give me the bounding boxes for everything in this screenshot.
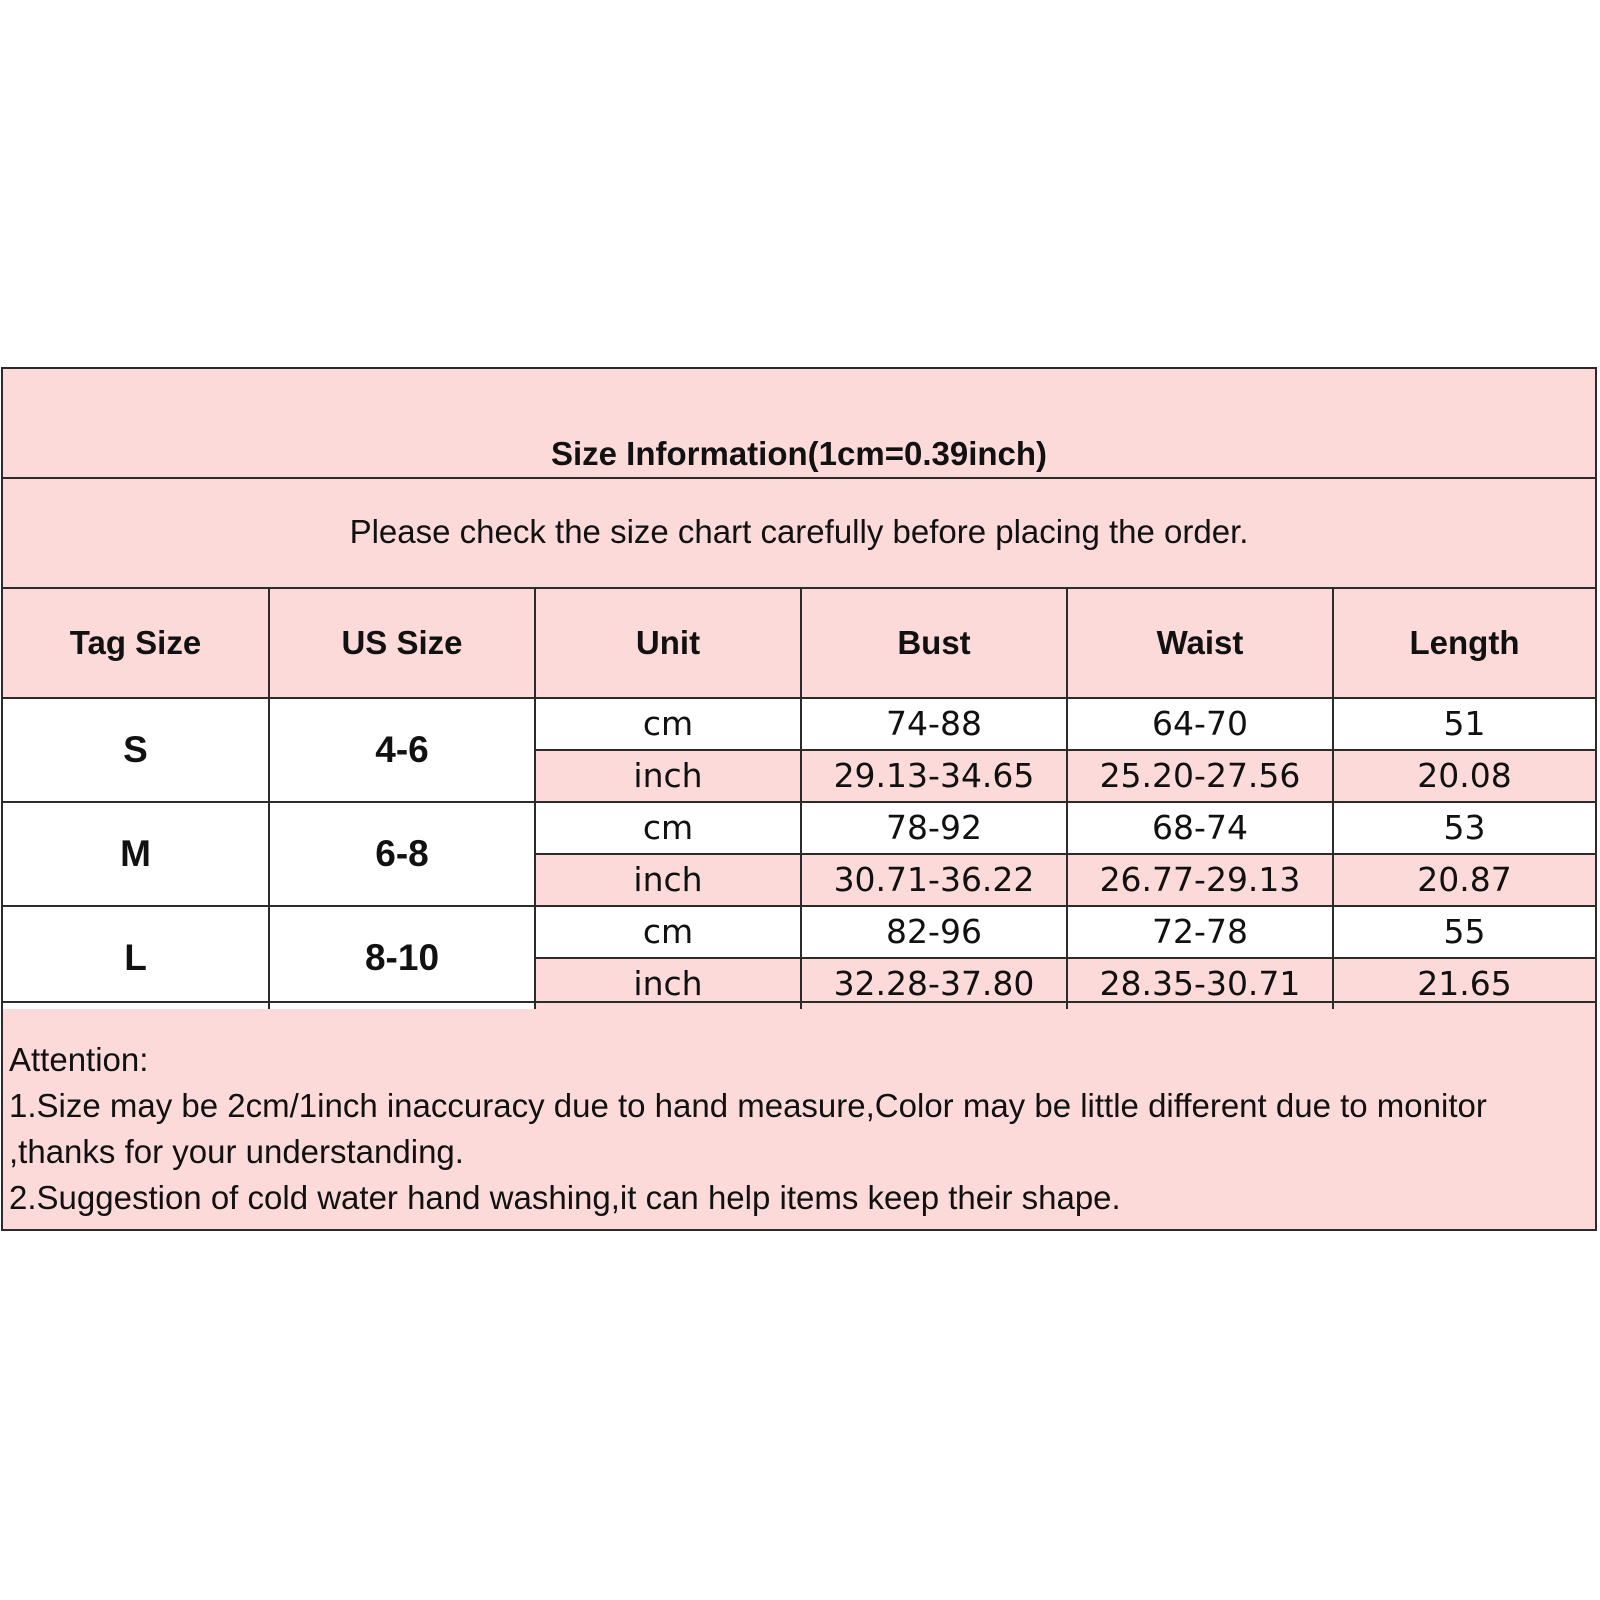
waist-cell: 25.20-27.56	[1067, 750, 1333, 802]
header-unit: Unit	[535, 589, 801, 698]
waist-cell: 72-78	[1067, 906, 1333, 958]
length-cell: 53	[1333, 802, 1595, 854]
table-row	[3, 698, 1595, 750]
title-band	[3, 369, 1595, 479]
size-table	[3, 589, 1595, 1009]
us-size-cell: 6-8	[269, 802, 535, 906]
bust-cell: 78-92	[801, 802, 1067, 854]
unit-cell: inch	[535, 958, 801, 1009]
waist-cell: 28.35-30.71	[1067, 958, 1333, 1009]
notice-band	[3, 479, 1595, 589]
header-tag-size: Tag Size	[3, 589, 269, 698]
tag-size-cell: M	[3, 802, 269, 906]
size-chart	[1, 367, 1597, 1231]
header-waist: Waist	[1067, 589, 1333, 698]
bust-cell: 82-96	[801, 906, 1067, 958]
table-row	[3, 906, 1595, 958]
notes-heading: Attention:	[9, 1041, 149, 1078]
header-bust: Bust	[801, 589, 1067, 698]
bust-cell: 29.13-34.65	[801, 750, 1067, 802]
unit-cell: cm	[535, 906, 801, 958]
length-cell: 20.08	[1333, 750, 1595, 802]
tag-size-cell: S	[3, 698, 269, 802]
unit-cell: inch	[535, 854, 801, 906]
notice-text: Please check the size chart carefully before placing the order.	[349, 513, 1249, 550]
note-item: 1.Size may be 2cm/1inch inaccuracy due to hand measure,Color may be little different due to monitor ,thanks for your understanding.	[9, 1087, 1487, 1170]
tag-size-cell: L	[3, 906, 269, 1009]
bust-cell: 30.71-36.22	[801, 854, 1067, 906]
us-size-cell: 4-6	[269, 698, 535, 802]
bust-cell: 74-88	[801, 698, 1067, 750]
us-size-cell: 8-10	[269, 906, 535, 1009]
unit-cell: inch	[535, 750, 801, 802]
bust-cell: 32.28-37.80	[801, 958, 1067, 1009]
waist-cell: 26.77-29.13	[1067, 854, 1333, 906]
table-header-row	[3, 589, 1595, 698]
note-item: 2.Suggestion of cold water hand washing,it can help items keep their shape.	[9, 1179, 1121, 1216]
waist-cell: 68-74	[1067, 802, 1333, 854]
notes-band	[3, 1001, 1595, 1229]
length-cell: 55	[1333, 906, 1595, 958]
table-row	[3, 802, 1595, 854]
waist-cell: 64-70	[1067, 698, 1333, 750]
unit-cell: cm	[535, 802, 801, 854]
length-cell: 21.65	[1333, 958, 1595, 1009]
length-cell: 20.87	[1333, 854, 1595, 906]
unit-cell: cm	[535, 698, 801, 750]
header-length: Length	[1333, 589, 1595, 698]
header-us-size: US Size	[269, 589, 535, 698]
chart-title: Size Information(1cm=0.39inch)	[550, 435, 1048, 472]
length-cell: 51	[1333, 698, 1595, 750]
